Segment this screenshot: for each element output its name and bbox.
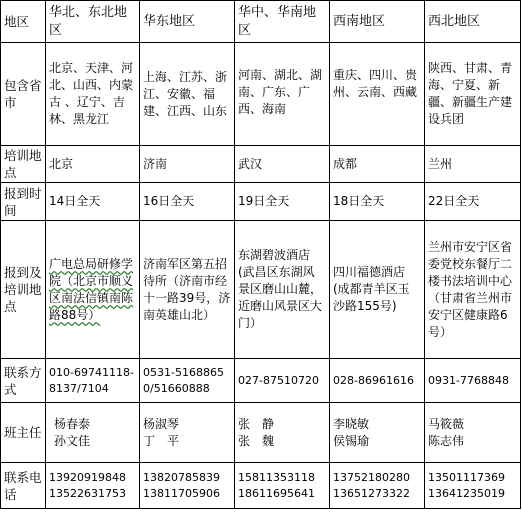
region-southwest: 西南地区 bbox=[330, 1, 425, 43]
training-site-cell: 北京 bbox=[46, 146, 140, 183]
venue-cell: 东湖碧波酒店(武昌区东湖风景区磨山山麓，近磨山风景区大门） bbox=[235, 221, 330, 359]
teacher-name: 李晓敏 bbox=[333, 416, 370, 431]
region-header-row bbox=[1, 1, 521, 43]
row-label-report-time: 报到时间 bbox=[1, 183, 46, 221]
teacher-cell bbox=[235, 403, 330, 463]
teacher-name: 陈志伟 bbox=[428, 433, 465, 448]
training-site-row bbox=[1, 146, 521, 183]
phone-number: 13501117369 bbox=[428, 470, 505, 484]
teacher-name: 张 魏 bbox=[238, 433, 275, 448]
provinces-row bbox=[1, 43, 521, 146]
contact-row bbox=[1, 359, 521, 403]
provinces-cell: 重庆、四川、贵州、云南、西藏 bbox=[330, 43, 425, 146]
contact-cell: 010-69741118-8137/7104 bbox=[46, 359, 140, 403]
phone-cell bbox=[425, 463, 521, 509]
phone-cell bbox=[235, 463, 330, 509]
phone-number: 15811353118 bbox=[238, 470, 315, 484]
phone-number: 13820785839 bbox=[143, 470, 220, 484]
teacher-name: 侯锡瑜 bbox=[333, 433, 370, 448]
phone-number: 18611695641 bbox=[238, 486, 315, 500]
teacher-cell bbox=[425, 403, 521, 463]
report-time-cell: 22日全天 bbox=[425, 183, 521, 221]
phone-number: 13641235019 bbox=[428, 486, 505, 500]
teacher-cell bbox=[46, 403, 140, 463]
phone-cell bbox=[330, 463, 425, 509]
phone-number: 13651273322 bbox=[333, 486, 410, 500]
teacher-name: 丁 平 bbox=[143, 433, 180, 448]
venue-cell: 济南军区第五招待所（济南市经十一路39号，济南英雄山北） bbox=[140, 221, 235, 359]
teacher-row bbox=[1, 403, 521, 463]
teacher-name: 张 静 bbox=[238, 416, 275, 431]
provinces-cell: 上海、江苏、浙江、安徽、福建、江西、山东 bbox=[140, 43, 235, 146]
region-east: 华东地区 bbox=[140, 1, 235, 43]
report-time-cell: 16日全天 bbox=[140, 183, 235, 221]
contact-cell: 027-87510720 bbox=[235, 359, 330, 403]
training-site-cell: 济南 bbox=[140, 146, 235, 183]
row-label-phone: 联系电话 bbox=[1, 463, 46, 509]
training-site-cell: 兰州 bbox=[425, 146, 521, 183]
teacher-cell bbox=[140, 403, 235, 463]
venue-cell: 四川福德酒店(成都青羊区玉沙路155号) bbox=[330, 221, 425, 359]
report-time-cell: 18日全天 bbox=[330, 183, 425, 221]
venue-row bbox=[1, 221, 521, 359]
venue-text: 广电总局研修学院（北京市顺义区南法信镇南陈路88号） bbox=[49, 256, 134, 322]
provinces-cell: 陕西、甘肃、青海、宁夏、新疆、新疆生产建设兵团 bbox=[425, 43, 521, 146]
row-label-region: 地区 bbox=[1, 1, 46, 43]
phone-number: 13522631753 bbox=[49, 486, 126, 500]
row-label-teacher: 班主任 bbox=[1, 403, 46, 463]
teacher-name: 杨春泰 bbox=[54, 416, 91, 431]
report-time-row bbox=[1, 183, 521, 221]
phone-number: 13752180280 bbox=[333, 470, 410, 484]
row-label-provinces: 包含省市 bbox=[1, 43, 46, 146]
training-site-cell: 成都 bbox=[330, 146, 425, 183]
row-label-training-site: 培训地点 bbox=[1, 146, 46, 183]
report-time-cell: 19日全天 bbox=[235, 183, 330, 221]
teacher-name: 孙文佳 bbox=[54, 433, 91, 448]
contact-cell: 028-86961616 bbox=[330, 359, 425, 403]
venue-cell bbox=[46, 221, 140, 359]
report-time-cell: 14日全天 bbox=[46, 183, 140, 221]
contact-cell: 0531-51688650/51660888 bbox=[140, 359, 235, 403]
teacher-cell bbox=[330, 403, 425, 463]
region-northwest: 西北地区 bbox=[425, 1, 521, 43]
teacher-name: 杨淑琴 bbox=[143, 416, 180, 431]
provinces-cell: 河南、湖北、湖南、广东、广西、海南 bbox=[235, 43, 330, 146]
phone-row bbox=[1, 463, 521, 509]
provinces-cell: 北京、天津、河北、山西、内蒙古 、辽宁、吉林、黑龙江 bbox=[46, 43, 140, 146]
phone-cell bbox=[46, 463, 140, 509]
region-north-northeast: 华北、东北地区 bbox=[46, 1, 140, 43]
row-label-contact: 联系方式 bbox=[1, 359, 46, 403]
contact-cell: 0931-7768848 bbox=[425, 359, 521, 403]
phone-number: 13920919848 bbox=[49, 470, 126, 484]
phone-cell bbox=[140, 463, 235, 509]
region-central-south: 华中、华南地区 bbox=[235, 1, 330, 43]
teacher-name: 马筱薇 bbox=[428, 416, 465, 431]
training-site-cell: 武汉 bbox=[235, 146, 330, 183]
phone-number: 13811705906 bbox=[143, 486, 220, 500]
venue-cell: 兰州市安宁区省委党校东餐厅二楼书法培训中心（甘肃省兰州市安宁区健康路6号） bbox=[425, 221, 521, 359]
row-label-venue: 报到及培训地点 bbox=[1, 221, 46, 359]
